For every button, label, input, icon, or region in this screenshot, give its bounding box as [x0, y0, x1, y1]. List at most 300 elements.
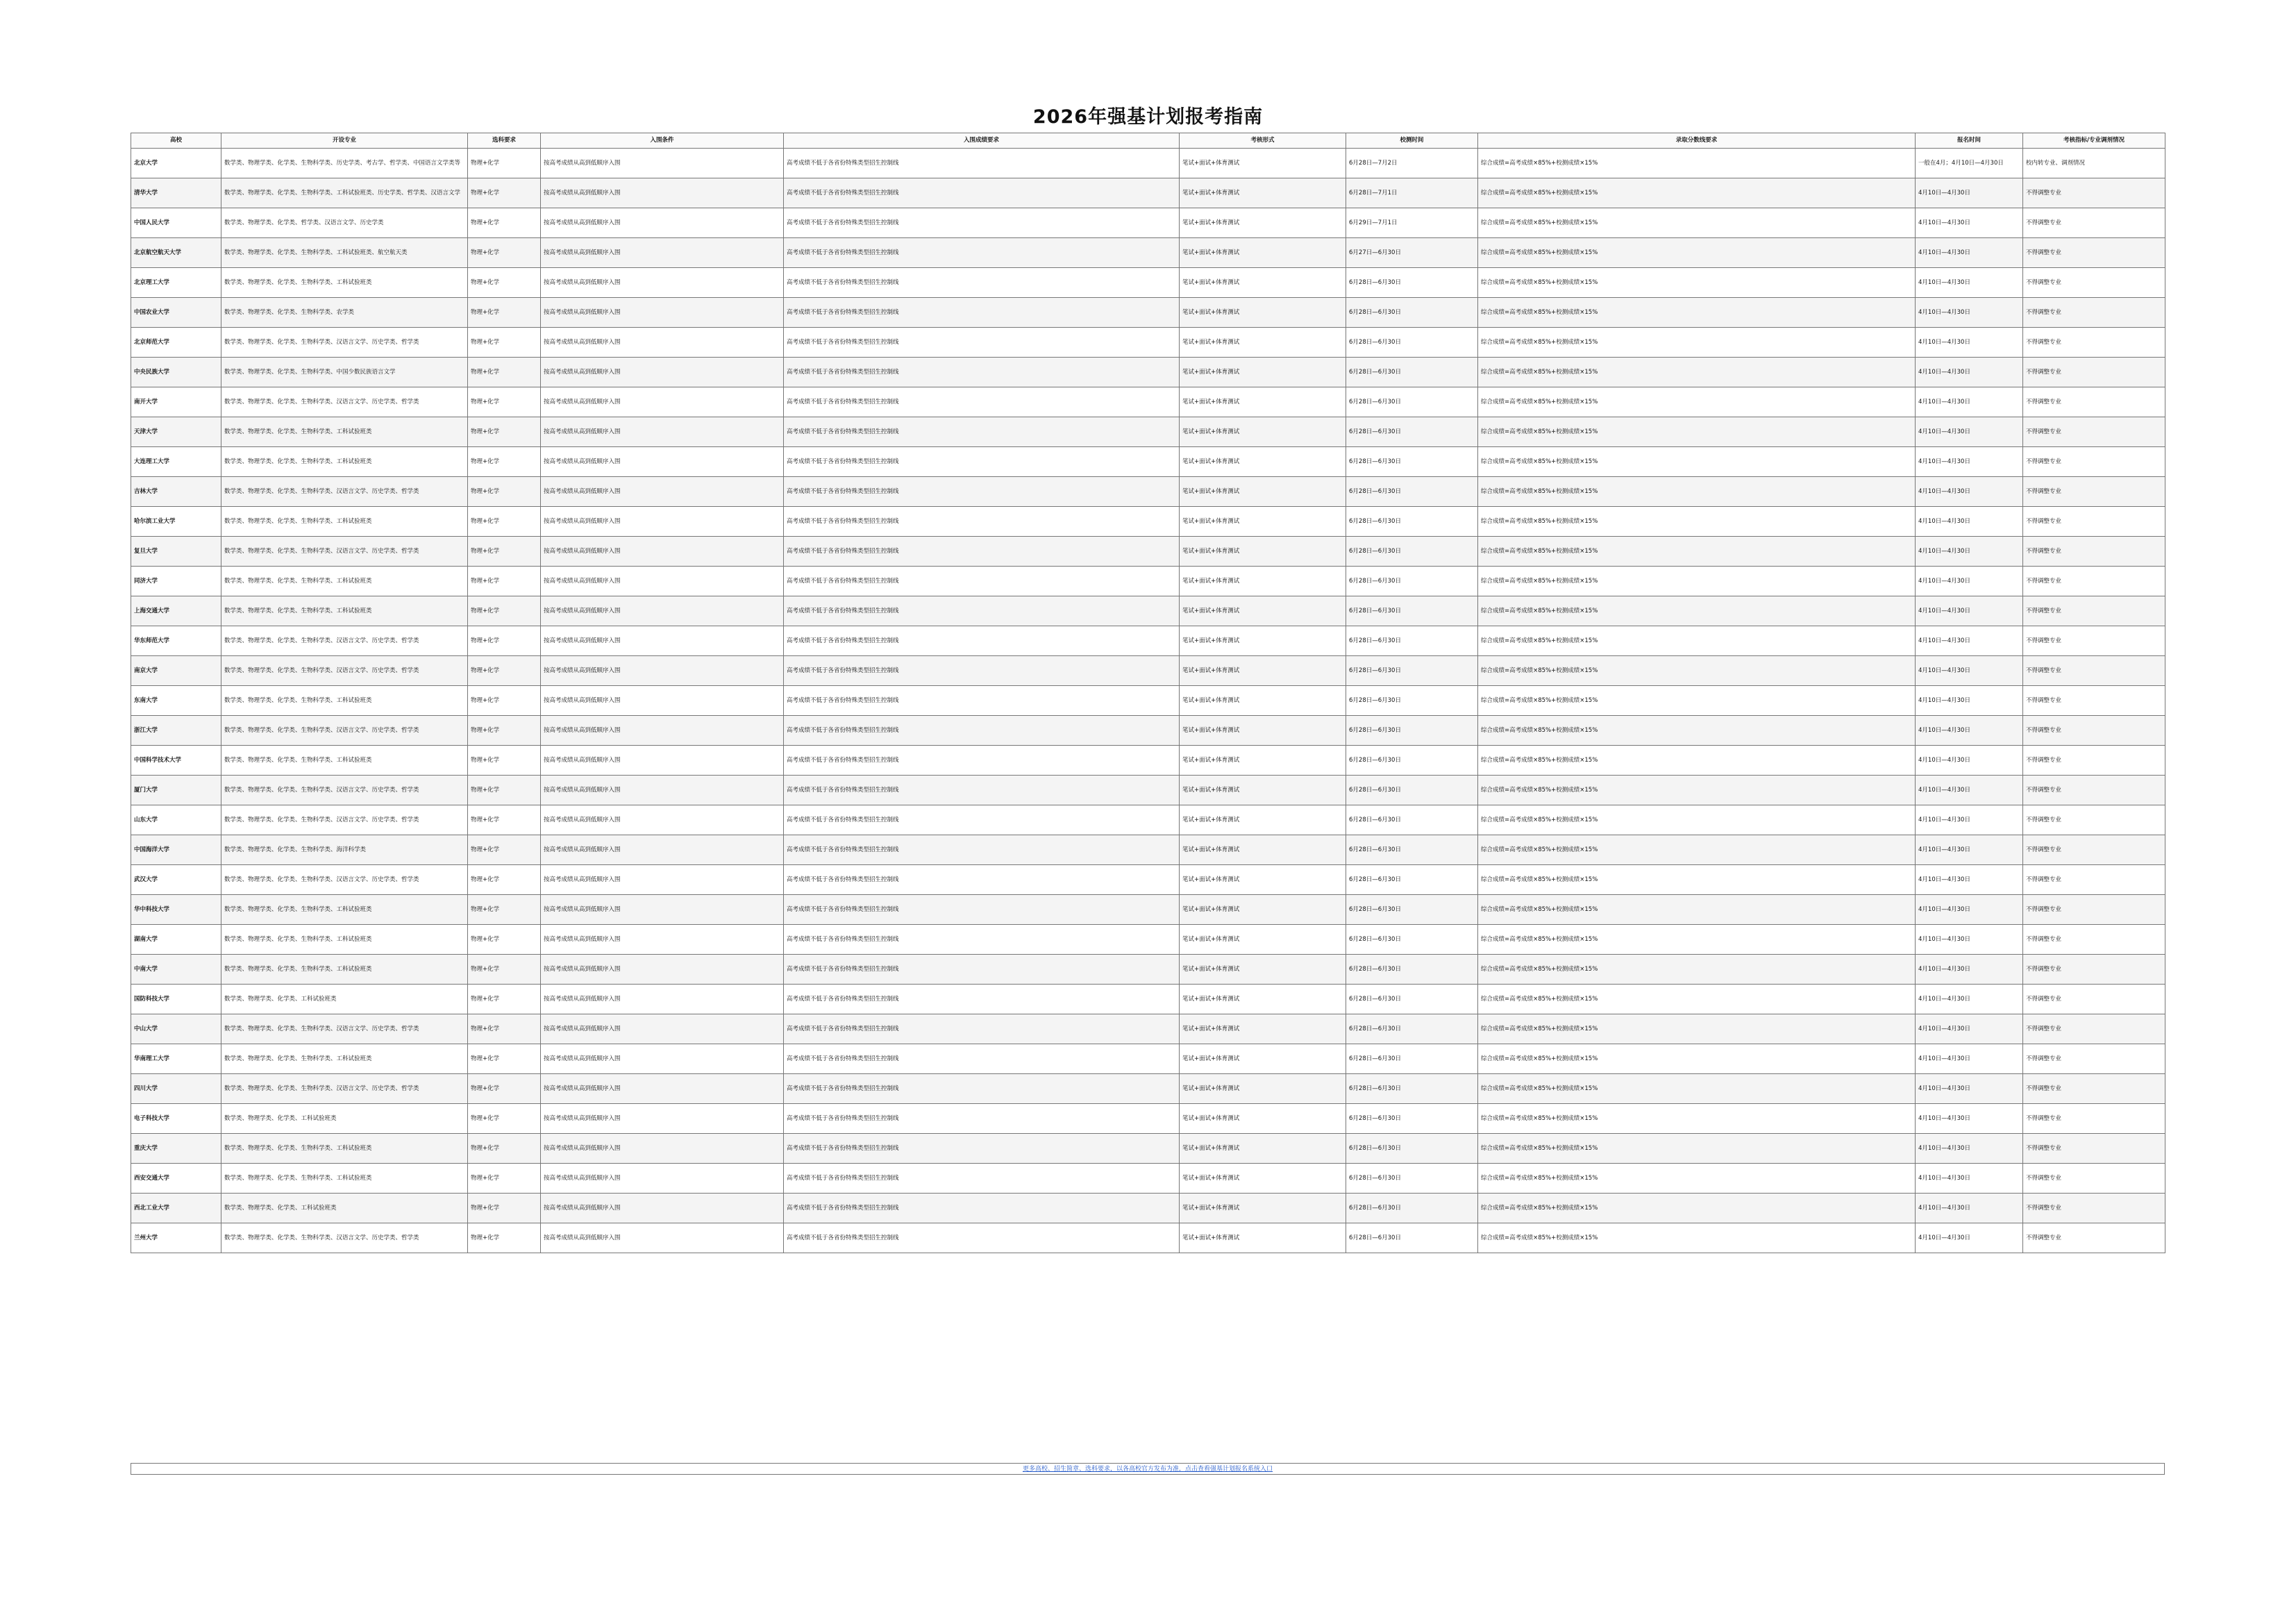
cell-qualify: 按高考成绩从高到低顺序入围 — [541, 477, 784, 507]
cell-school: 中南大学 — [131, 955, 221, 985]
cell-subject-req: 物理+化学 — [468, 596, 541, 626]
cell-transfer-policy: 不得调整专业 — [2023, 477, 2165, 507]
cell-assessment: 笔试+面试+体育测试 — [1180, 417, 1346, 447]
cell-transfer-policy: 不得调整专业 — [2023, 358, 2165, 387]
cell-score-req: 高考成绩不低于各省份特殊类型招生控制线 — [784, 776, 1180, 805]
cell-school: 上海交通大学 — [131, 596, 221, 626]
table-row — [131, 1014, 2165, 1044]
table-row — [131, 358, 2165, 387]
cell-transfer-policy: 不得调整专业 — [2023, 746, 2165, 776]
cell-admission-formula: 综合成绩=高考成绩×85%+校测成绩×15% — [1478, 716, 1916, 746]
cell-signup-time: 4月10日—4月30日 — [1916, 656, 2023, 686]
cell-score-req: 高考成绩不低于各省份特殊类型招生控制线 — [784, 596, 1180, 626]
cell-admission-formula: 综合成绩=高考成绩×85%+校测成绩×15% — [1478, 268, 1916, 298]
cell-test-time: 6月28日—6月30日 — [1346, 567, 1478, 596]
cell-majors: 数学类、物理学类、化学类、生物科学类、中国少数民族语言文学 — [221, 358, 468, 387]
enrollment-guide-table — [131, 133, 2165, 1253]
cell-test-time: 6月28日—6月30日 — [1346, 507, 1478, 537]
cell-qualify: 按高考成绩从高到低顺序入围 — [541, 1223, 784, 1253]
cell-majors: 数学类、物理学类、化学类、生物科学类、汉语言文学、历史学类、哲学类 — [221, 328, 468, 358]
cell-subject-req: 物理+化学 — [468, 626, 541, 656]
cell-assessment: 笔试+面试+体育测试 — [1180, 178, 1346, 208]
cell-score-req: 高考成绩不低于各省份特殊类型招生控制线 — [784, 955, 1180, 985]
cell-score-req: 高考成绩不低于各省份特殊类型招生控制线 — [784, 1014, 1180, 1044]
cell-transfer-policy: 不得调整专业 — [2023, 537, 2165, 567]
cell-subject-req: 物理+化学 — [468, 358, 541, 387]
cell-test-time: 6月28日—7月2日 — [1346, 149, 1478, 178]
cell-majors: 数学类、物理学类、化学类、工科试验班类 — [221, 1104, 468, 1134]
cell-admission-formula: 综合成绩=高考成绩×85%+校测成绩×15% — [1478, 1223, 1916, 1253]
cell-assessment: 笔试+面试+体育测试 — [1180, 298, 1346, 328]
cell-admission-formula: 综合成绩=高考成绩×85%+校测成绩×15% — [1478, 656, 1916, 686]
cell-transfer-policy: 不得调整专业 — [2023, 1074, 2165, 1104]
cell-assessment: 笔试+面试+体育测试 — [1180, 925, 1346, 955]
cell-transfer-policy: 不得调整专业 — [2023, 417, 2165, 447]
cell-subject-req: 物理+化学 — [468, 1014, 541, 1044]
cell-admission-formula: 综合成绩=高考成绩×85%+校测成绩×15% — [1478, 387, 1916, 417]
cell-test-time: 6月28日—6月30日 — [1346, 1104, 1478, 1134]
cell-transfer-policy: 不得调整专业 — [2023, 955, 2165, 985]
cell-score-req: 高考成绩不低于各省份特殊类型招生控制线 — [784, 805, 1180, 835]
table-row — [131, 1104, 2165, 1134]
cell-score-req: 高考成绩不低于各省份特殊类型招生控制线 — [784, 1104, 1180, 1134]
cell-qualify: 按高考成绩从高到低顺序入围 — [541, 805, 784, 835]
cell-school: 中国农业大学 — [131, 298, 221, 328]
cell-transfer-policy: 不得调整专业 — [2023, 1164, 2165, 1194]
table-row — [131, 596, 2165, 626]
cell-assessment: 笔试+面试+体育测试 — [1180, 149, 1346, 178]
cell-signup-time: 4月10日—4月30日 — [1916, 596, 2023, 626]
cell-majors: 数学类、物理学类、化学类、生物科学类、汉语言文学、历史学类、哲学类 — [221, 805, 468, 835]
cell-signup-time: 4月10日—4月30日 — [1916, 985, 2023, 1014]
cell-score-req: 高考成绩不低于各省份特殊类型招生控制线 — [784, 567, 1180, 596]
cell-school: 武汉大学 — [131, 865, 221, 895]
cell-assessment: 笔试+面试+体育测试 — [1180, 805, 1346, 835]
footer-link[interactable]: 更多高校、招生简章、选科要求，以各高校官方发布为准，点击查看强基计划报名系统入口 — [131, 1463, 2165, 1475]
cell-school: 天津大学 — [131, 417, 221, 447]
cell-score-req: 高考成绩不低于各省份特殊类型招生控制线 — [784, 507, 1180, 537]
cell-qualify: 按高考成绩从高到低顺序入围 — [541, 417, 784, 447]
cell-assessment: 笔试+面试+体育测试 — [1180, 746, 1346, 776]
cell-assessment: 笔试+面试+体育测试 — [1180, 447, 1346, 477]
cell-signup-time: 4月10日—4月30日 — [1916, 1194, 2023, 1223]
cell-signup-time: 4月10日—4月30日 — [1916, 507, 2023, 537]
column-header-signup-time: 报名时间 — [1916, 133, 2023, 149]
cell-assessment: 笔试+面试+体育测试 — [1180, 537, 1346, 567]
cell-assessment: 笔试+面试+体育测试 — [1180, 268, 1346, 298]
cell-transfer-policy: 不得调整专业 — [2023, 1014, 2165, 1044]
cell-subject-req: 物理+化学 — [468, 1044, 541, 1074]
column-header-admission-formula: 录取分数线要求 — [1478, 133, 1916, 149]
cell-score-req: 高考成绩不低于各省份特殊类型招生控制线 — [784, 477, 1180, 507]
cell-transfer-policy: 不得调整专业 — [2023, 1194, 2165, 1223]
cell-transfer-policy: 不得调整专业 — [2023, 805, 2165, 835]
cell-assessment: 笔试+面试+体育测试 — [1180, 985, 1346, 1014]
cell-transfer-policy: 不得调整专业 — [2023, 208, 2165, 238]
cell-signup-time: 4月10日—4月30日 — [1916, 1104, 2023, 1134]
cell-subject-req: 物理+化学 — [468, 1104, 541, 1134]
cell-signup-time: 4月10日—4月30日 — [1916, 1223, 2023, 1253]
cell-test-time: 6月28日—7月1日 — [1346, 178, 1478, 208]
cell-transfer-policy: 不得调整专业 — [2023, 626, 2165, 656]
cell-test-time: 6月28日—6月30日 — [1346, 686, 1478, 716]
table-header-row — [131, 133, 2165, 149]
cell-score-req: 高考成绩不低于各省份特殊类型招生控制线 — [784, 1134, 1180, 1164]
cell-majors: 数学类、物理学类、化学类、生物科学类、工科试验班类 — [221, 895, 468, 925]
cell-subject-req: 物理+化学 — [468, 805, 541, 835]
cell-majors: 数学类、物理学类、化学类、生物科学类、汉语言文学、历史学类、哲学类 — [221, 656, 468, 686]
cell-test-time: 6月28日—6月30日 — [1346, 447, 1478, 477]
table-row — [131, 447, 2165, 477]
cell-school: 厦门大学 — [131, 776, 221, 805]
cell-assessment: 笔试+面试+体育测试 — [1180, 208, 1346, 238]
cell-assessment: 笔试+面试+体育测试 — [1180, 1074, 1346, 1104]
cell-transfer-policy: 不得调整专业 — [2023, 895, 2165, 925]
cell-signup-time: 4月10日—4月30日 — [1916, 776, 2023, 805]
table-row — [131, 1223, 2165, 1253]
cell-admission-formula: 综合成绩=高考成绩×85%+校测成绩×15% — [1478, 1074, 1916, 1104]
cell-score-req: 高考成绩不低于各省份特殊类型招生控制线 — [784, 328, 1180, 358]
cell-qualify: 按高考成绩从高到低顺序入围 — [541, 686, 784, 716]
cell-admission-formula: 综合成绩=高考成绩×85%+校测成绩×15% — [1478, 865, 1916, 895]
cell-test-time: 6月28日—6月30日 — [1346, 417, 1478, 447]
cell-admission-formula: 综合成绩=高考成绩×85%+校测成绩×15% — [1478, 985, 1916, 1014]
cell-majors: 数学类、物理学类、化学类、生物科学类、汉语言文学、历史学类、哲学类 — [221, 1223, 468, 1253]
cell-qualify: 按高考成绩从高到低顺序入围 — [541, 567, 784, 596]
cell-school: 东南大学 — [131, 686, 221, 716]
cell-admission-formula: 综合成绩=高考成绩×85%+校测成绩×15% — [1478, 567, 1916, 596]
cell-test-time: 6月28日—6月30日 — [1346, 358, 1478, 387]
table-row — [131, 477, 2165, 507]
cell-assessment: 笔试+面试+体育测试 — [1180, 596, 1346, 626]
cell-subject-req: 物理+化学 — [468, 387, 541, 417]
cell-school: 中国海洋大学 — [131, 835, 221, 865]
cell-majors: 数学类、物理学类、化学类、生物科学类、汉语言文学、历史学类、哲学类 — [221, 477, 468, 507]
table-row — [131, 507, 2165, 537]
cell-score-req: 高考成绩不低于各省份特殊类型招生控制线 — [784, 626, 1180, 656]
cell-majors: 数学类、物理学类、化学类、生物科学类、汉语言文学、历史学类、哲学类 — [221, 1014, 468, 1044]
cell-subject-req: 物理+化学 — [468, 746, 541, 776]
cell-subject-req: 物理+化学 — [468, 716, 541, 746]
cell-qualify: 按高考成绩从高到低顺序入围 — [541, 268, 784, 298]
cell-school: 哈尔滨工业大学 — [131, 507, 221, 537]
cell-assessment: 笔试+面试+体育测试 — [1180, 1164, 1346, 1194]
table-row — [131, 208, 2165, 238]
cell-qualify: 按高考成绩从高到低顺序入围 — [541, 596, 784, 626]
table-row — [131, 895, 2165, 925]
cell-majors: 数学类、物理学类、化学类、生物科学类、工科试验班类 — [221, 447, 468, 477]
cell-assessment: 笔试+面试+体育测试 — [1180, 1194, 1346, 1223]
cell-assessment: 笔试+面试+体育测试 — [1180, 567, 1346, 596]
table-row — [131, 925, 2165, 955]
table-row — [131, 417, 2165, 447]
cell-admission-formula: 综合成绩=高考成绩×85%+校测成绩×15% — [1478, 1104, 1916, 1134]
cell-score-req: 高考成绩不低于各省份特殊类型招生控制线 — [784, 238, 1180, 268]
table-row — [131, 955, 2165, 985]
table-row — [131, 387, 2165, 417]
cell-majors: 数学类、物理学类、化学类、生物科学类、工科试验班类、航空航天类 — [221, 238, 468, 268]
cell-qualify: 按高考成绩从高到低顺序入围 — [541, 626, 784, 656]
cell-test-time: 6月28日—6月30日 — [1346, 776, 1478, 805]
cell-school: 电子科技大学 — [131, 1104, 221, 1134]
table-row — [131, 1044, 2165, 1074]
cell-transfer-policy: 不得调整专业 — [2023, 686, 2165, 716]
cell-subject-req: 物理+化学 — [468, 149, 541, 178]
cell-school: 国防科技大学 — [131, 985, 221, 1014]
cell-score-req: 高考成绩不低于各省份特殊类型招生控制线 — [784, 686, 1180, 716]
cell-majors: 数学类、物理学类、化学类、生物科学类、工科试验班类 — [221, 1164, 468, 1194]
cell-admission-formula: 综合成绩=高考成绩×85%+校测成绩×15% — [1478, 208, 1916, 238]
cell-signup-time: 4月10日—4月30日 — [1916, 805, 2023, 835]
cell-signup-time: 4月10日—4月30日 — [1916, 1014, 2023, 1044]
cell-admission-formula: 综合成绩=高考成绩×85%+校测成绩×15% — [1478, 477, 1916, 507]
cell-subject-req: 物理+化学 — [468, 656, 541, 686]
cell-subject-req: 物理+化学 — [468, 507, 541, 537]
cell-subject-req: 物理+化学 — [468, 865, 541, 895]
cell-signup-time: 4月10日—4月30日 — [1916, 686, 2023, 716]
cell-transfer-policy: 不得调整专业 — [2023, 387, 2165, 417]
cell-assessment: 笔试+面试+体育测试 — [1180, 387, 1346, 417]
cell-subject-req: 物理+化学 — [468, 776, 541, 805]
cell-test-time: 6月28日—6月30日 — [1346, 955, 1478, 985]
cell-score-req: 高考成绩不低于各省份特殊类型招生控制线 — [784, 865, 1180, 895]
cell-school: 南开大学 — [131, 387, 221, 417]
column-header-test-time: 校测时间 — [1346, 133, 1478, 149]
table-row — [131, 626, 2165, 656]
cell-school: 中国科学技术大学 — [131, 746, 221, 776]
cell-signup-time: 4月10日—4月30日 — [1916, 208, 2023, 238]
cell-signup-time: 4月10日—4月30日 — [1916, 746, 2023, 776]
cell-admission-formula: 综合成绩=高考成绩×85%+校测成绩×15% — [1478, 596, 1916, 626]
cell-subject-req: 物理+化学 — [468, 417, 541, 447]
table-row — [131, 537, 2165, 567]
cell-signup-time: 4月10日—4月30日 — [1916, 716, 2023, 746]
cell-score-req: 高考成绩不低于各省份特殊类型招生控制线 — [784, 1223, 1180, 1253]
cell-majors: 数学类、物理学类、化学类、生物科学类、工科试验班类、历史学类、哲学类、汉语言文学 — [221, 178, 468, 208]
cell-qualify: 按高考成绩从高到低顺序入围 — [541, 895, 784, 925]
cell-subject-req: 物理+化学 — [468, 328, 541, 358]
cell-qualify: 按高考成绩从高到低顺序入围 — [541, 925, 784, 955]
cell-score-req: 高考成绩不低于各省份特殊类型招生控制线 — [784, 1044, 1180, 1074]
cell-test-time: 6月28日—6月30日 — [1346, 1014, 1478, 1044]
cell-signup-time: 4月10日—4月30日 — [1916, 895, 2023, 925]
cell-signup-time: 4月10日—4月30日 — [1916, 925, 2023, 955]
cell-majors: 数学类、物理学类、化学类、工科试验班类 — [221, 985, 468, 1014]
cell-signup-time: 4月10日—4月30日 — [1916, 835, 2023, 865]
cell-test-time: 6月28日—6月30日 — [1346, 387, 1478, 417]
cell-assessment: 笔试+面试+体育测试 — [1180, 895, 1346, 925]
cell-admission-formula: 综合成绩=高考成绩×85%+校测成绩×15% — [1478, 1194, 1916, 1223]
cell-signup-time: 4月10日—4月30日 — [1916, 1134, 2023, 1164]
cell-score-req: 高考成绩不低于各省份特殊类型招生控制线 — [784, 1074, 1180, 1104]
cell-admission-formula: 综合成绩=高考成绩×85%+校测成绩×15% — [1478, 955, 1916, 985]
cell-assessment: 笔试+面试+体育测试 — [1180, 1014, 1346, 1044]
cell-subject-req: 物理+化学 — [468, 238, 541, 268]
table-row — [131, 835, 2165, 865]
cell-qualify: 按高考成绩从高到低顺序入围 — [541, 447, 784, 477]
cell-subject-req: 物理+化学 — [468, 537, 541, 567]
cell-signup-time: 4月10日—4月30日 — [1916, 955, 2023, 985]
cell-admission-formula: 综合成绩=高考成绩×85%+校测成绩×15% — [1478, 178, 1916, 208]
cell-majors: 数学类、物理学类、化学类、生物科学类、农学类 — [221, 298, 468, 328]
cell-test-time: 6月28日—6月30日 — [1346, 656, 1478, 686]
cell-school: 华东师范大学 — [131, 626, 221, 656]
cell-admission-formula: 综合成绩=高考成绩×85%+校测成绩×15% — [1478, 686, 1916, 716]
cell-score-req: 高考成绩不低于各省份特殊类型招生控制线 — [784, 716, 1180, 746]
column-header-transfer-policy: 考核指标/专业调剂情况 — [2023, 133, 2165, 149]
cell-school: 西安交通大学 — [131, 1164, 221, 1194]
cell-assessment: 笔试+面试+体育测试 — [1180, 507, 1346, 537]
cell-score-req: 高考成绩不低于各省份特殊类型招生控制线 — [784, 447, 1180, 477]
cell-score-req: 高考成绩不低于各省份特殊类型招生控制线 — [784, 985, 1180, 1014]
cell-qualify: 按高考成绩从高到低顺序入围 — [541, 537, 784, 567]
cell-school: 中央民族大学 — [131, 358, 221, 387]
cell-test-time: 6月28日—6月30日 — [1346, 268, 1478, 298]
cell-qualify: 按高考成绩从高到低顺序入围 — [541, 1014, 784, 1044]
column-header-majors: 开设专业 — [221, 133, 468, 149]
cell-transfer-policy: 不得调整专业 — [2023, 865, 2165, 895]
cell-majors: 数学类、物理学类、化学类、生物科学类、汉语言文学、历史学类、哲学类 — [221, 387, 468, 417]
cell-test-time: 6月28日—6月30日 — [1346, 1164, 1478, 1194]
column-header-score-req: 入围成绩要求 — [784, 133, 1180, 149]
cell-school: 兰州大学 — [131, 1223, 221, 1253]
cell-majors: 数学类、物理学类、化学类、生物科学类、工科试验班类 — [221, 955, 468, 985]
table-row — [131, 656, 2165, 686]
table-row — [131, 149, 2165, 178]
cell-admission-formula: 综合成绩=高考成绩×85%+校测成绩×15% — [1478, 358, 1916, 387]
cell-school: 大连理工大学 — [131, 447, 221, 477]
cell-test-time: 6月28日—6月30日 — [1346, 805, 1478, 835]
cell-admission-formula: 综合成绩=高考成绩×85%+校测成绩×15% — [1478, 1044, 1916, 1074]
cell-subject-req: 物理+化学 — [468, 1223, 541, 1253]
cell-school: 山东大学 — [131, 805, 221, 835]
cell-majors: 数学类、物理学类、化学类、工科试验班类 — [221, 1194, 468, 1223]
cell-assessment: 笔试+面试+体育测试 — [1180, 1104, 1346, 1134]
cell-transfer-policy: 不得调整专业 — [2023, 1104, 2165, 1134]
cell-admission-formula: 综合成绩=高考成绩×85%+校测成绩×15% — [1478, 1134, 1916, 1164]
cell-majors: 数学类、物理学类、化学类、生物科学类、汉语言文学、历史学类、哲学类 — [221, 865, 468, 895]
cell-subject-req: 物理+化学 — [468, 1134, 541, 1164]
cell-school: 华南理工大学 — [131, 1044, 221, 1074]
cell-subject-req: 物理+化学 — [468, 1194, 541, 1223]
cell-majors: 数学类、物理学类、化学类、生物科学类、历史学类、考古学、哲学类、中国语言文学类等 — [221, 149, 468, 178]
cell-school: 重庆大学 — [131, 1134, 221, 1164]
cell-test-time: 6月28日—6月30日 — [1346, 1074, 1478, 1104]
cell-assessment: 笔试+面试+体育测试 — [1180, 1134, 1346, 1164]
cell-test-time: 6月28日—6月30日 — [1346, 835, 1478, 865]
cell-admission-formula: 综合成绩=高考成绩×85%+校测成绩×15% — [1478, 238, 1916, 268]
cell-majors: 数学类、物理学类、化学类、生物科学类、工科试验班类 — [221, 268, 468, 298]
cell-subject-req: 物理+化学 — [468, 925, 541, 955]
cell-subject-req: 物理+化学 — [468, 567, 541, 596]
cell-score-req: 高考成绩不低于各省份特殊类型招生控制线 — [784, 835, 1180, 865]
cell-admission-formula: 综合成绩=高考成绩×85%+校测成绩×15% — [1478, 149, 1916, 178]
cell-admission-formula: 综合成绩=高考成绩×85%+校测成绩×15% — [1478, 328, 1916, 358]
cell-qualify: 按高考成绩从高到低顺序入围 — [541, 358, 784, 387]
cell-signup-time: 4月10日—4月30日 — [1916, 865, 2023, 895]
cell-signup-time: 4月10日—4月30日 — [1916, 387, 2023, 417]
cell-qualify: 按高考成绩从高到低顺序入围 — [541, 746, 784, 776]
cell-majors: 数学类、物理学类、化学类、生物科学类、汉语言文学、历史学类、哲学类 — [221, 1074, 468, 1104]
cell-score-req: 高考成绩不低于各省份特殊类型招生控制线 — [784, 537, 1180, 567]
cell-signup-time: 4月10日—4月30日 — [1916, 358, 2023, 387]
cell-assessment: 笔试+面试+体育测试 — [1180, 776, 1346, 805]
cell-test-time: 6月28日—6月30日 — [1346, 925, 1478, 955]
table-row — [131, 805, 2165, 835]
cell-test-time: 6月28日—6月30日 — [1346, 1134, 1478, 1164]
cell-admission-formula: 综合成绩=高考成绩×85%+校测成绩×15% — [1478, 298, 1916, 328]
cell-school: 同济大学 — [131, 567, 221, 596]
cell-transfer-policy: 不得调整专业 — [2023, 567, 2165, 596]
cell-test-time: 6月28日—6月30日 — [1346, 1194, 1478, 1223]
cell-assessment: 笔试+面试+体育测试 — [1180, 656, 1346, 686]
cell-majors: 数学类、物理学类、化学类、哲学类、汉语言文学、历史学类 — [221, 208, 468, 238]
cell-score-req: 高考成绩不低于各省份特殊类型招生控制线 — [784, 208, 1180, 238]
cell-subject-req: 物理+化学 — [468, 686, 541, 716]
cell-school: 西北工业大学 — [131, 1194, 221, 1223]
cell-transfer-policy: 不得调整专业 — [2023, 716, 2165, 746]
cell-subject-req: 物理+化学 — [468, 835, 541, 865]
cell-signup-time: 4月10日—4月30日 — [1916, 1164, 2023, 1194]
cell-school: 华中科技大学 — [131, 895, 221, 925]
cell-transfer-policy: 校内转专业、调剂情况 — [2023, 149, 2165, 178]
cell-signup-time: 4月10日—4月30日 — [1916, 537, 2023, 567]
cell-transfer-policy: 不得调整专业 — [2023, 835, 2165, 865]
cell-majors: 数学类、物理学类、化学类、生物科学类、汉语言文学、历史学类、哲学类 — [221, 716, 468, 746]
table-row — [131, 268, 2165, 298]
cell-subject-req: 物理+化学 — [468, 985, 541, 1014]
cell-majors: 数学类、物理学类、化学类、生物科学类、工科试验班类 — [221, 686, 468, 716]
cell-majors: 数学类、物理学类、化学类、生物科学类、工科试验班类 — [221, 1044, 468, 1074]
cell-admission-formula: 综合成绩=高考成绩×85%+校测成绩×15% — [1478, 925, 1916, 955]
cell-transfer-policy: 不得调整专业 — [2023, 1044, 2165, 1074]
cell-transfer-policy: 不得调整专业 — [2023, 507, 2165, 537]
cell-school: 中山大学 — [131, 1014, 221, 1044]
cell-assessment: 笔试+面试+体育测试 — [1180, 865, 1346, 895]
cell-admission-formula: 综合成绩=高考成绩×85%+校测成绩×15% — [1478, 507, 1916, 537]
cell-test-time: 6月27日—6月30日 — [1346, 238, 1478, 268]
cell-score-req: 高考成绩不低于各省份特殊类型招生控制线 — [784, 149, 1180, 178]
cell-assessment: 笔试+面试+体育测试 — [1180, 835, 1346, 865]
cell-assessment: 笔试+面试+体育测试 — [1180, 686, 1346, 716]
column-header-subject-req: 选科要求 — [468, 133, 541, 149]
cell-test-time: 6月28日—6月30日 — [1346, 746, 1478, 776]
column-header-qualify: 入围条件 — [541, 133, 784, 149]
cell-score-req: 高考成绩不低于各省份特殊类型招生控制线 — [784, 358, 1180, 387]
cell-admission-formula: 综合成绩=高考成绩×85%+校测成绩×15% — [1478, 805, 1916, 835]
cell-assessment: 笔试+面试+体育测试 — [1180, 238, 1346, 268]
cell-score-req: 高考成绩不低于各省份特殊类型招生控制线 — [784, 178, 1180, 208]
cell-qualify: 按高考成绩从高到低顺序入围 — [541, 208, 784, 238]
cell-school: 北京师范大学 — [131, 328, 221, 358]
cell-qualify: 按高考成绩从高到低顺序入围 — [541, 985, 784, 1014]
cell-school: 北京航空航天大学 — [131, 238, 221, 268]
cell-signup-time: 4月10日—4月30日 — [1916, 178, 2023, 208]
cell-admission-formula: 综合成绩=高考成绩×85%+校测成绩×15% — [1478, 776, 1916, 805]
cell-admission-formula: 综合成绩=高考成绩×85%+校测成绩×15% — [1478, 835, 1916, 865]
cell-qualify: 按高考成绩从高到低顺序入围 — [541, 178, 784, 208]
table-row — [131, 328, 2165, 358]
cell-subject-req: 物理+化学 — [468, 298, 541, 328]
cell-subject-req: 物理+化学 — [468, 1164, 541, 1194]
column-header-school: 高校 — [131, 133, 221, 149]
cell-qualify: 按高考成绩从高到低顺序入围 — [541, 776, 784, 805]
cell-assessment: 笔试+面试+体育测试 — [1180, 358, 1346, 387]
cell-qualify: 按高考成绩从高到低顺序入围 — [541, 1104, 784, 1134]
table-row — [131, 1134, 2165, 1164]
cell-signup-time: 4月10日—4月30日 — [1916, 328, 2023, 358]
cell-subject-req: 物理+化学 — [468, 447, 541, 477]
